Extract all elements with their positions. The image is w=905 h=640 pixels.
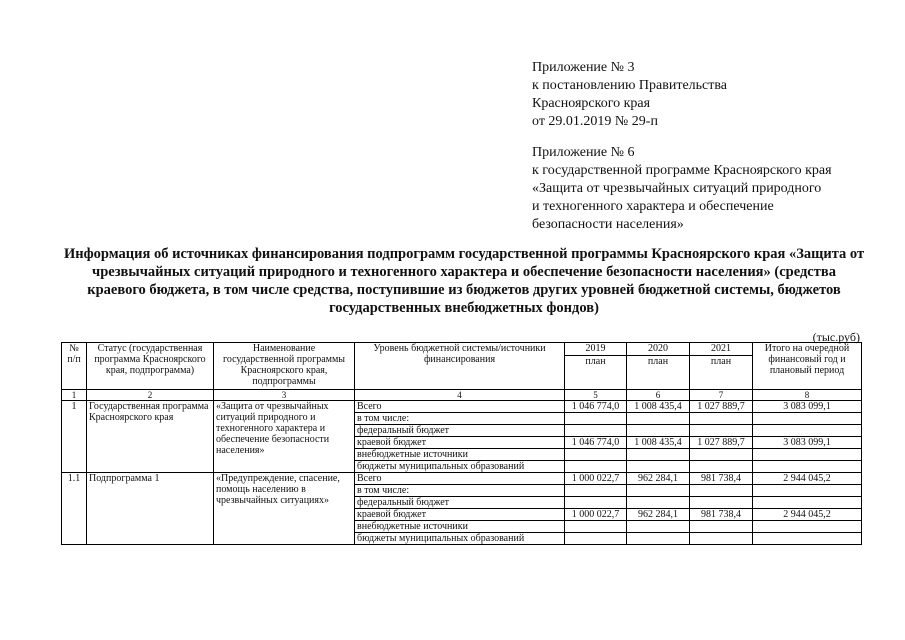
header-status: Статус (государственная программа Красноярского края, подпрограмма): [87, 343, 214, 390]
row-number: 1: [62, 401, 87, 473]
value-total: [753, 413, 862, 425]
value-total: [753, 425, 862, 437]
row-program-name: «Предупреждение, спасение, помощь населению в чрезвычайных ситуациях»: [214, 473, 355, 545]
column-number: 3: [214, 390, 355, 401]
value-2021: 981 738,4: [690, 509, 753, 521]
appendix-3-line: от 29.01.2019 № 29-п: [532, 114, 658, 129]
budget-level: внебюджетные источники: [355, 449, 565, 461]
budget-level: в том числе:: [355, 413, 565, 425]
table-row: [62, 401, 862, 413]
table-row: [62, 473, 862, 485]
row-status: Подпрограмма 1: [87, 473, 214, 545]
row-status: Государственная программа Красноярского края: [87, 401, 214, 473]
value-total: 2 944 045,2: [753, 509, 862, 521]
appendix-3-header: [532, 59, 727, 131]
column-number: 7: [690, 390, 753, 401]
value-2019: [565, 485, 627, 497]
value-2019: [565, 461, 627, 473]
appendix-6-header: [532, 144, 832, 234]
value-total: 2 944 045,2: [753, 473, 862, 485]
value-2019: [565, 521, 627, 533]
header-year-2019: [565, 343, 627, 390]
year-label: 2020: [627, 343, 689, 356]
appendix-6-line: к государственной программе Красноярского края: [532, 163, 832, 178]
value-total: [753, 497, 862, 509]
budget-level: бюджеты муниципальных образований: [355, 461, 565, 473]
value-2020: 962 284,1: [627, 509, 690, 521]
value-2020: [627, 461, 690, 473]
appendix-3-line: Красноярского края: [532, 96, 651, 111]
appendix-6-line: безопасности населения»: [532, 217, 684, 232]
header-name: Наименование государственной программы Красноярского края, подпрограммы: [214, 343, 355, 390]
title-line: Информация об источниках финансирования подпрограмм государственной программы Красноярского края «Защита от: [64, 246, 865, 262]
value-total: [753, 461, 862, 473]
row-program-name: «Защита от чрезвычайных ситуаций природного и техногенного характера и обеспечение безопасности населения»: [214, 401, 355, 473]
title-line: чрезвычайных ситуаций природного и техногенного характера и обеспечение безопасности населения» (средства: [92, 264, 836, 280]
value-2020: [627, 425, 690, 437]
value-total: [753, 521, 862, 533]
value-2021: [690, 413, 753, 425]
value-2019: 1 046 774,0: [565, 401, 627, 413]
row-number: 1.1: [62, 473, 87, 545]
budget-level: в том числе:: [355, 485, 565, 497]
plan-label: план: [647, 356, 669, 367]
table-header-row: [62, 343, 862, 390]
value-2021: [690, 485, 753, 497]
title-line: государственных внебюджетных фондов): [329, 300, 599, 316]
title-line: краевого бюджета, в том числе средства, поступившие из бюджетов других уровней бюджетной системы, бюджетов: [87, 282, 841, 298]
header-level: Уровень бюджетной системы/источники финансирования: [355, 343, 565, 390]
value-2019: 1 046 774,0: [565, 437, 627, 449]
value-2020: 1 008 435,4: [627, 401, 690, 413]
budget-level: внебюджетные источники: [355, 521, 565, 533]
value-2021: [690, 425, 753, 437]
budget-level: Всего: [355, 401, 565, 413]
value-2021: 1 027 889,7: [690, 401, 753, 413]
appendix-6-line: «Защита от чрезвычайных ситуаций природного: [532, 181, 822, 196]
value-total: 3 083 099,1: [753, 401, 862, 413]
budget-level: федеральный бюджет: [355, 425, 565, 437]
value-total: [753, 449, 862, 461]
header-year-2020: [627, 343, 690, 390]
column-number: 1: [62, 390, 87, 401]
column-number-row: [62, 390, 862, 401]
value-2019: [565, 497, 627, 509]
budget-level: федеральный бюджет: [355, 497, 565, 509]
budget-level: Всего: [355, 473, 565, 485]
value-2020: 1 008 435,4: [627, 437, 690, 449]
column-number: 4: [355, 390, 565, 401]
value-2021: [690, 449, 753, 461]
value-total: [753, 533, 862, 545]
year-label: 2021: [690, 343, 752, 356]
header-total: Итого на очередной финансовый год и плановый период: [753, 343, 862, 390]
appendix-6-line: и техногенного характера и обеспечение: [532, 199, 774, 214]
value-2020: [627, 485, 690, 497]
header-year-2021: [690, 343, 753, 390]
appendix-3-line: к постановлению Правительства: [532, 78, 728, 93]
value-2019: [565, 413, 627, 425]
value-2019: [565, 425, 627, 437]
budget-level: краевой бюджет: [355, 509, 565, 521]
value-2021: 981 738,4: [690, 473, 753, 485]
value-2020: [627, 413, 690, 425]
appendix-3-line: Приложение № 3: [532, 60, 635, 75]
plan-label: план: [585, 356, 606, 367]
value-2019: [565, 533, 627, 545]
value-2020: [627, 521, 690, 533]
value-2021: [690, 461, 753, 473]
value-2019: 1 000 022,7: [565, 509, 627, 521]
document-title: [64, 245, 864, 317]
budget-level: бюджеты муниципальных образований: [355, 533, 565, 545]
value-2021: 1 027 889,7: [690, 437, 753, 449]
budget-level: краевой бюджет: [355, 437, 565, 449]
appendix-6-line: Приложение № 6: [532, 145, 635, 160]
value-2020: [627, 497, 690, 509]
year-label: 2019: [565, 343, 626, 356]
column-number: 6: [627, 390, 690, 401]
value-2019: [565, 449, 627, 461]
value-2020: 962 284,1: [627, 473, 690, 485]
value-total: [753, 485, 862, 497]
plan-label: план: [710, 356, 732, 367]
unit-label: (тыс.руб): [812, 330, 860, 344]
value-2021: [690, 521, 753, 533]
value-2021: [690, 497, 753, 509]
header-num: № п/п: [62, 343, 87, 390]
value-2021: [690, 533, 753, 545]
value-2020: [627, 449, 690, 461]
column-number: 8: [753, 390, 862, 401]
value-total: 3 083 099,1: [753, 437, 862, 449]
column-number: 5: [565, 390, 627, 401]
financing-table: [61, 342, 862, 545]
value-2019: 1 000 022,7: [565, 473, 627, 485]
column-number: 2: [87, 390, 214, 401]
value-2020: [627, 533, 690, 545]
